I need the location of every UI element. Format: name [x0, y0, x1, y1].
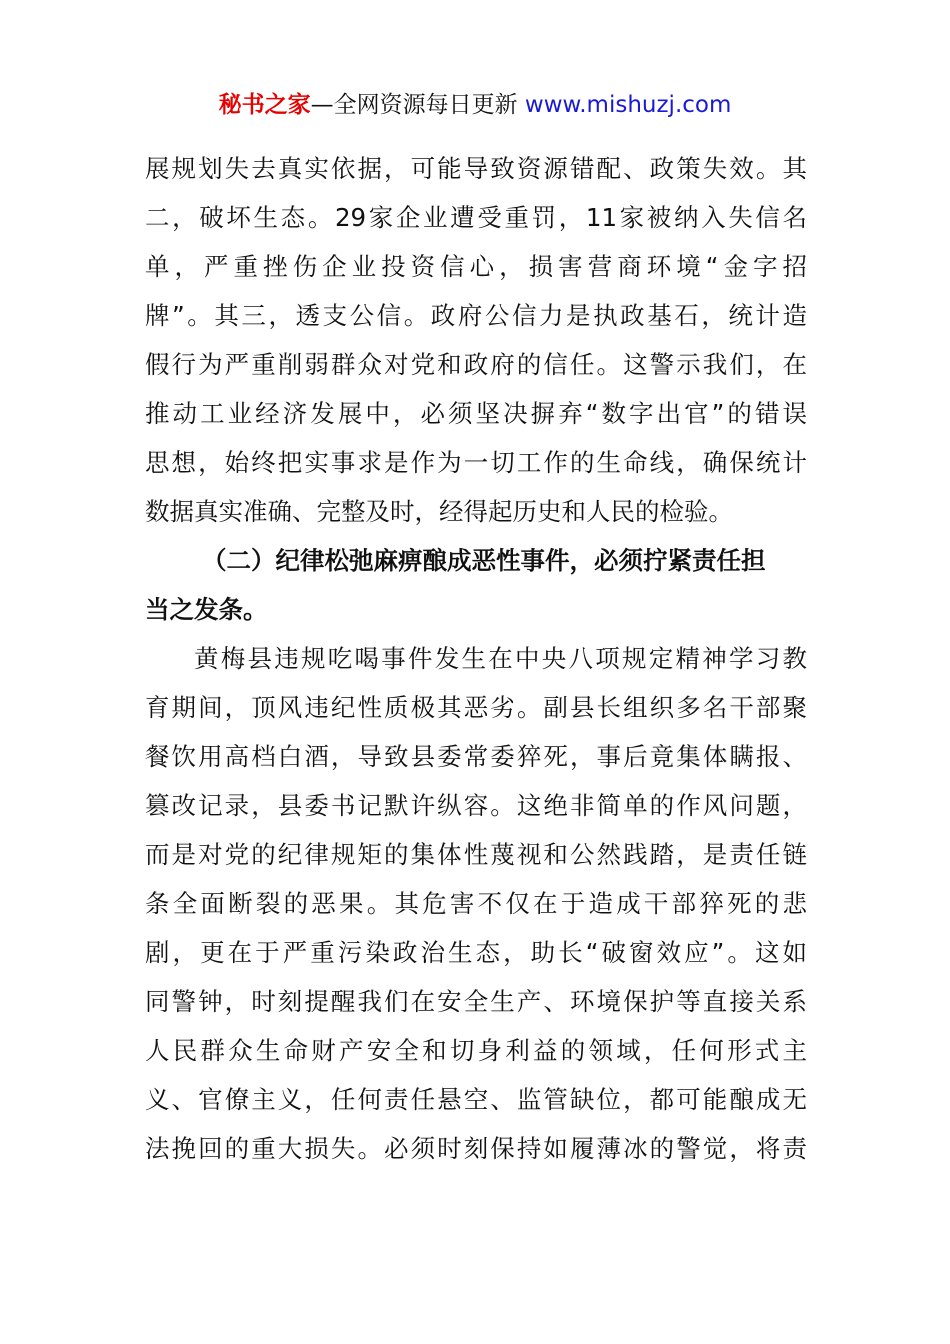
text-line: 二，破坏生态。29家企业遭受重罚，11家被纳入失信名 — [145, 203, 807, 232]
paragraph-statistics — [145, 144, 807, 536]
site-header — [0, 88, 950, 122]
heading-line: （二）纪律松弛麻痹酿成恶性事件，必须拧紧责任担 — [202, 546, 766, 575]
brand-name: 秘书之家 — [218, 92, 311, 118]
text-line: 人民群众生命财产安全和切身利益的领域，任何形式主 — [145, 1036, 807, 1065]
text-line: 思想，始终把实事求是作为一切工作的生命线，确保统计 — [145, 448, 807, 477]
text-line: 篡改记录，县委书记默许纵容。这绝非简单的作风问题， — [145, 791, 807, 820]
text-line: 单，严重挫伤企业投资信心，损害营商环境“金字招 — [145, 252, 807, 281]
text-line: 法挽回的重大损失。必须时刻保持如履薄冰的警觉，将责 — [145, 1134, 807, 1163]
site-url-link[interactable]: www.mishuzj.com — [524, 92, 732, 118]
paragraph-huangmei — [145, 634, 807, 1173]
text-line: 数据真实准确、完整及时，经得起历史和人民的检验。 — [145, 497, 733, 526]
header-slogan: —全网资源每日更新 — [310, 92, 518, 118]
text-line: 育期间，顶风违纪性质极其恶劣。副县长组织多名干部聚 — [145, 693, 807, 722]
text-line: 牌”。其三，透支公信。政府公信力是执政基石，统计造 — [145, 301, 807, 330]
text-line: 推动工业经济发展中，必须坚决摒弃“数字出官”的错误 — [145, 399, 807, 428]
text-line: 餐饮用高档白酒，导致县委常委猝死，事后竟集体瞒报、 — [145, 742, 807, 771]
text-line: 而是对党的纪律规矩的集体性蔑视和公然践踏，是责任链 — [145, 840, 807, 869]
text-line: 同警钟，时刻提醒我们在安全生产、环境保护等直接关系 — [145, 987, 807, 1016]
text-line: 条全面断裂的恶果。其危害不仅在于造成干部猝死的悲 — [145, 889, 807, 918]
section-heading — [145, 536, 807, 634]
text-line: 假行为严重削弱群众对党和政府的信任。这警示我们，在 — [145, 350, 807, 379]
text-line: 义、官僚主义，任何责任悬空、监管缺位，都可能酿成无 — [145, 1085, 807, 1114]
text-line: 剧，更在于严重污染政治生态，助长“破窗效应”。这如 — [145, 938, 807, 967]
text-line: 黄梅县违规吃喝事件发生在中央八项规定精神学习教 — [194, 644, 807, 673]
text-line: 展规划失去真实依据，可能导致资源错配、政策失效。其 — [145, 154, 807, 183]
heading-line: 当之发条。 — [145, 595, 268, 624]
document-body — [145, 144, 807, 1173]
